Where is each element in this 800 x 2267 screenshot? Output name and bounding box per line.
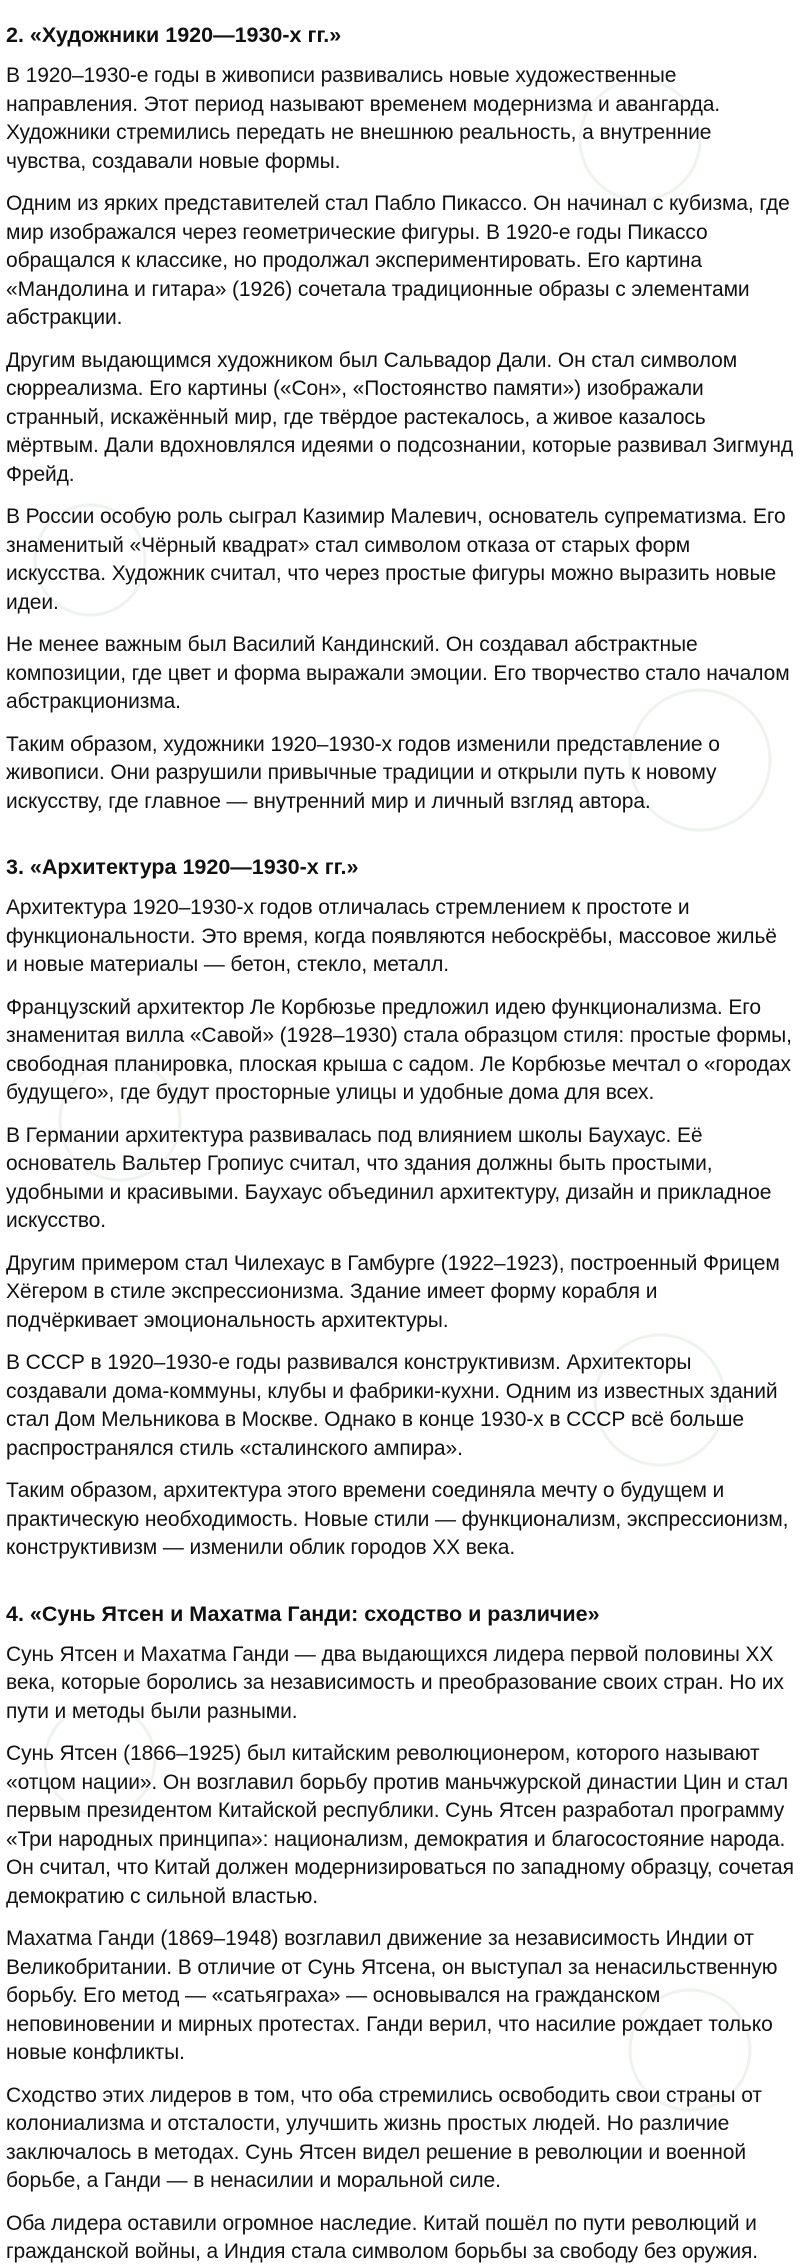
section-heading: 3. «Архитектура 1920—1930-х гг.» (6, 855, 359, 879)
paragraph: Махатма Ганди (1869–1948) возглавил движение за независимость Индии от Великобритании. В отличие от Сунь Ятсена, он выступал за ненасильственную борьбу. Его метод — «сатьяграха» — основывался на гражданском неповиновении и мирных протестах. Ганди верил, что насилие рождает только новые конфликты. (6, 1927, 778, 2064)
section-artists (6, 22, 794, 816)
paragraph: Архитектура 1920–1930-х годов отличалась стремлением к простоте и функциональности. Это время, когда появляются небоскрёбы, массовое жильё и новые материалы — бетон, стекло, металл. (6, 896, 777, 976)
section-sun-yatsen-gandhi (6, 1601, 794, 2267)
paragraph: Другим выдающимся художником был Сальвадор Дали. Он стал символом сюрреализма. Его картины («Сон», «Постоянство памяти») изображали странный, искажённый мир, где твёрдое растекалось, а живое казалось мёртвым. Дали вдохновлялся идеями о подсознании, которые развивал Зигмунд Фрейд. (6, 348, 793, 486)
paragraph: Сходство этих лидеров в том, что оба стремились освободить свои страны от колониализма и отсталости, улучшить жизнь простых людей. Но различие заключалось в методах. Сунь Ятсен видел решение в революции и военной борьбе, а Ганди — в ненасилии и моральной силе. (6, 2083, 762, 2192)
paragraph: Не менее важным был Василий Кандинский. Он создавал абстрактные композиции, где цвет и форма выражали эмоции. Его творчество стало началом абстракционизма. (6, 633, 790, 713)
paragraph: Другим примером стал Чилехаус в Гамбурге (1922–1923), построенный Фрицем Хёгером в стиле экспрессионизма. Здание имеет форму корабля и подчёркивает эмоциональность архитектуры. (6, 1251, 780, 1332)
paragraph: Оба лидера оставили огромное наследие. Китай пошёл по пути революций и гражданской войны, а Индия стала символом борьбы за свободу без оружия. (6, 2211, 758, 2263)
paragraph: Сунь Ятсен и Махатма Ганди — два выдающихся лидера первой половины XX века, которые боролись за независимость и преобразование своих стран. Но их пути и методы были разными. (6, 1642, 784, 1723)
paragraph: Таким образом, архитектура этого времени соединяла мечту о будущем и практическую необходимость. Новые стили — функционализм, экспрессионизм, конструктивизм — изменили облик городов XX века. (6, 1479, 789, 1559)
paragraph: В СССР в 1920–1930-е годы развивался конструктивизм. Архитекторы создавали дома-коммуны, клубы и фабрики-кухни. Одним из известных зданий стал Дом Мельникова в Москве. Однако в конце 1930-х в СССР всё больше распространялся стиль «сталинского ампира». (6, 1351, 778, 1460)
paragraph: Таким образом, художники 1920–1930-х годов изменили представление о живописи. Они разрушили привычные традиции и открыли путь к новому искусству, где главное — внутренний мир и личный взгляд автора. (6, 732, 720, 813)
paragraph: Французский архитектор Ле Корбюзье предложил идею функционализма. Его знаменитая вилла «Савой» (1928–1930) стала образцом стиля: простые формы, свободная планировка, плоская крыша с садом. Ле Корбюзье мечтал о «городах будущего», где будут просторные улицы и удобные дома для всех. (6, 995, 792, 1104)
paragraph: Сунь Ятсен (1866–1925) был китайским революционером, которого называют «отцом нации». Он возглавил борьбу против маньчжурской династии Цин и стал первым президентом Китайской республики. Сунь Ятсен разработал программу «Три народных принципа»: национализм, демократия и благосостояние народа. Он считал, что Китай должен модернизироваться по западному образцу, сочетая демократию с сильной властью. (6, 1742, 794, 1908)
section-heading: 4. «Сунь Ятсен и Махатма Ганди: сходство и различие» (6, 1601, 600, 1626)
paragraph: Одним из ярких представителей стал Пабло Пикассо. Он начинал с кубизма, где мир изображался через геометрические фигуры. В 1920-е годы Пикассо обращался к классике, но продолжал экспериментировать. Его картина «Мандолина и гитара» (1926) сочетала традиционные образы с элементами абстракции. (6, 192, 790, 329)
paragraph: В 1920–1930-е годы в живописи развивались новые художественные направления. Этот период называют временем модернизма и авангарда. Художники стремились передать не внешнюю реальность, а внутренние чувства, создавали новые формы. (6, 64, 721, 173)
paragraph: В Германии архитектура развивалась под влиянием школы Баухаус. Её основатель Вальтер Гропиус считал, что здания должны быть простыми, удобными и красивыми. Баухаус объединил архитектуру, дизайн и прикладное искусство. (6, 1123, 772, 1232)
paragraph: В России особую роль сыграл Казимир Малевич, основатель супрематизма. Его знаменитый «Чёрный квадрат» стал символом отказа от старых форм искусства. Художник считал, что через простые фигуры можно выразить новые идеи. (6, 505, 786, 614)
section-heading: 2. «Художники 1920—1930-х гг.» (6, 23, 342, 47)
section-architecture (6, 854, 794, 1563)
